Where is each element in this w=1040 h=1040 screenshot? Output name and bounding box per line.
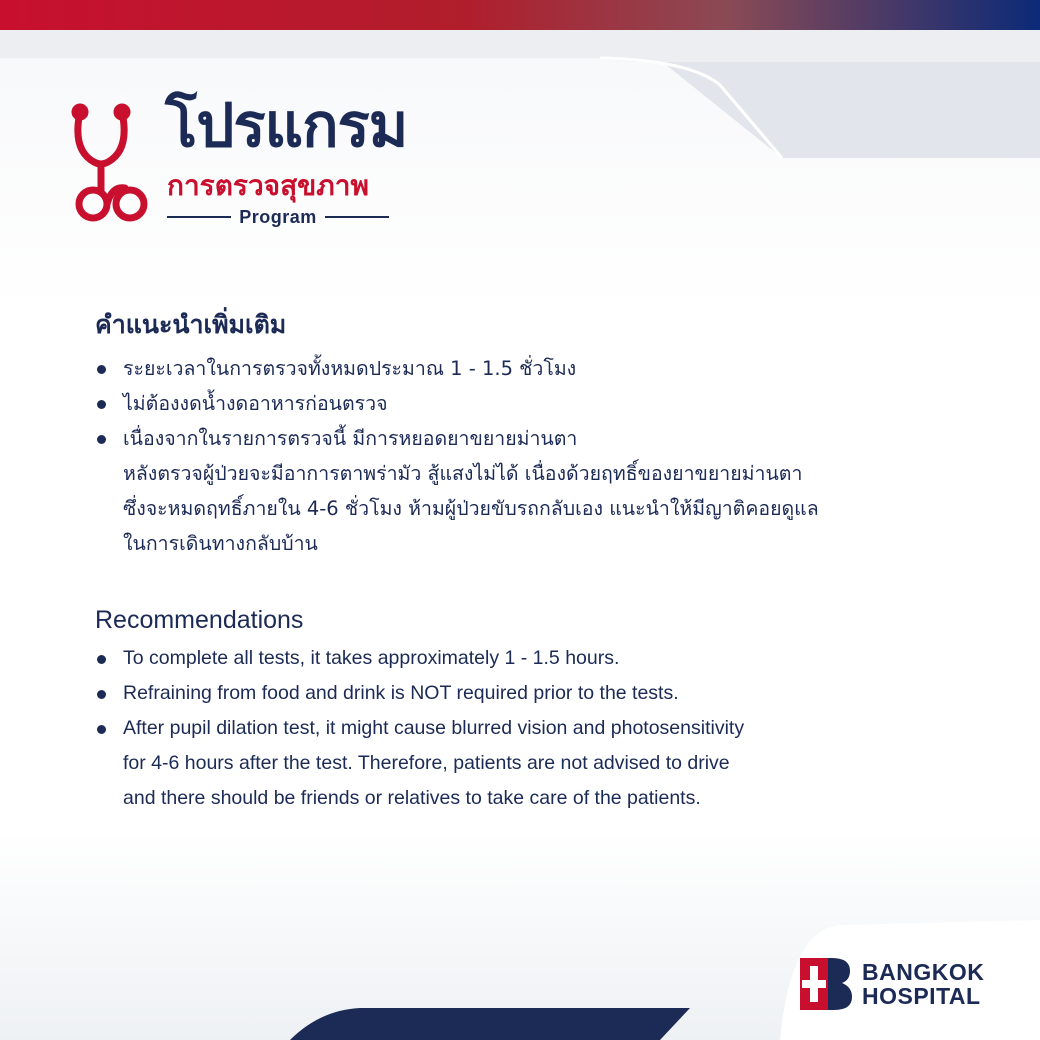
- bangkok-hospital-logo-icon: [800, 958, 854, 1010]
- item-line: เนื่องจากในรายการตรวจนี้ มีการหยอดยาขยายม่านตา: [123, 427, 578, 450]
- thai-list: [95, 351, 955, 561]
- item-line: To complete all tests, it takes approximately 1 - 1.5 hours.: [123, 647, 620, 669]
- thai-recommendations: [95, 305, 955, 561]
- program-logo: [70, 91, 408, 235]
- list-item: [95, 351, 955, 386]
- list-item: [95, 421, 955, 561]
- brand-name: [862, 960, 984, 1008]
- item-line: หลังตรวจผู้ป่วยจะมีอาการตาพร่ามัว สู้แสงไม่ได้ เนื่องด้วยฤทธิ์ของยาขยายม่านตา: [123, 462, 803, 485]
- stethoscope-icon: [70, 100, 160, 230]
- item-line: Refraining from food and drink is NOT required prior to the tests.: [123, 682, 679, 704]
- item-line: ระยะเวลาในการตรวจทั้งหมดประมาณ 1 - 1.5 ชั่วโมง: [123, 357, 577, 380]
- list-item: [95, 711, 955, 816]
- bangkok-hospital-brand: [800, 958, 1005, 1010]
- brand-line-2: HOSPITAL: [862, 983, 981, 1009]
- brand-line-1: BANGKOK: [862, 959, 985, 985]
- english-section-title: Recommendations: [95, 606, 304, 634]
- divider-left: [167, 216, 231, 218]
- program-subtitle-en: Program: [239, 206, 317, 227]
- english-recommendations: [95, 606, 955, 816]
- list-item: [95, 641, 955, 676]
- program-subtitle-thai: การตรวจสุขภาพ: [167, 169, 369, 202]
- item-line: for 4-6 hours after the test. Therefore, patients are not advised to drive: [123, 752, 730, 774]
- program-title-thai: โปรแกรม: [165, 91, 408, 161]
- list-item: [95, 386, 955, 421]
- item-line: ซึ่งจะหมดฤทธิ์ภายใน 4-6 ชั่วโมง ห้ามผู้ป่วยขับรถกลับเอง แนะนำให้มีญาติคอยดูแล: [123, 497, 819, 520]
- list-item: [95, 676, 955, 711]
- thai-section-title: คำแนะนำเพิ่มเติม: [95, 311, 287, 339]
- item-line: ไม่ต้องงดน้ำงดอาหารก่อนตรวจ: [123, 392, 388, 415]
- item-line: After pupil dilation test, it might cause blurred vision and photosensitivity: [123, 717, 745, 739]
- english-list: [95, 641, 955, 816]
- program-subtitle-row: [167, 206, 389, 228]
- item-line: and there should be friends or relatives to take care of the patients.: [123, 787, 701, 809]
- item-line: ในการเดินทางกลับบ้าน: [123, 532, 318, 555]
- divider-right: [325, 216, 389, 218]
